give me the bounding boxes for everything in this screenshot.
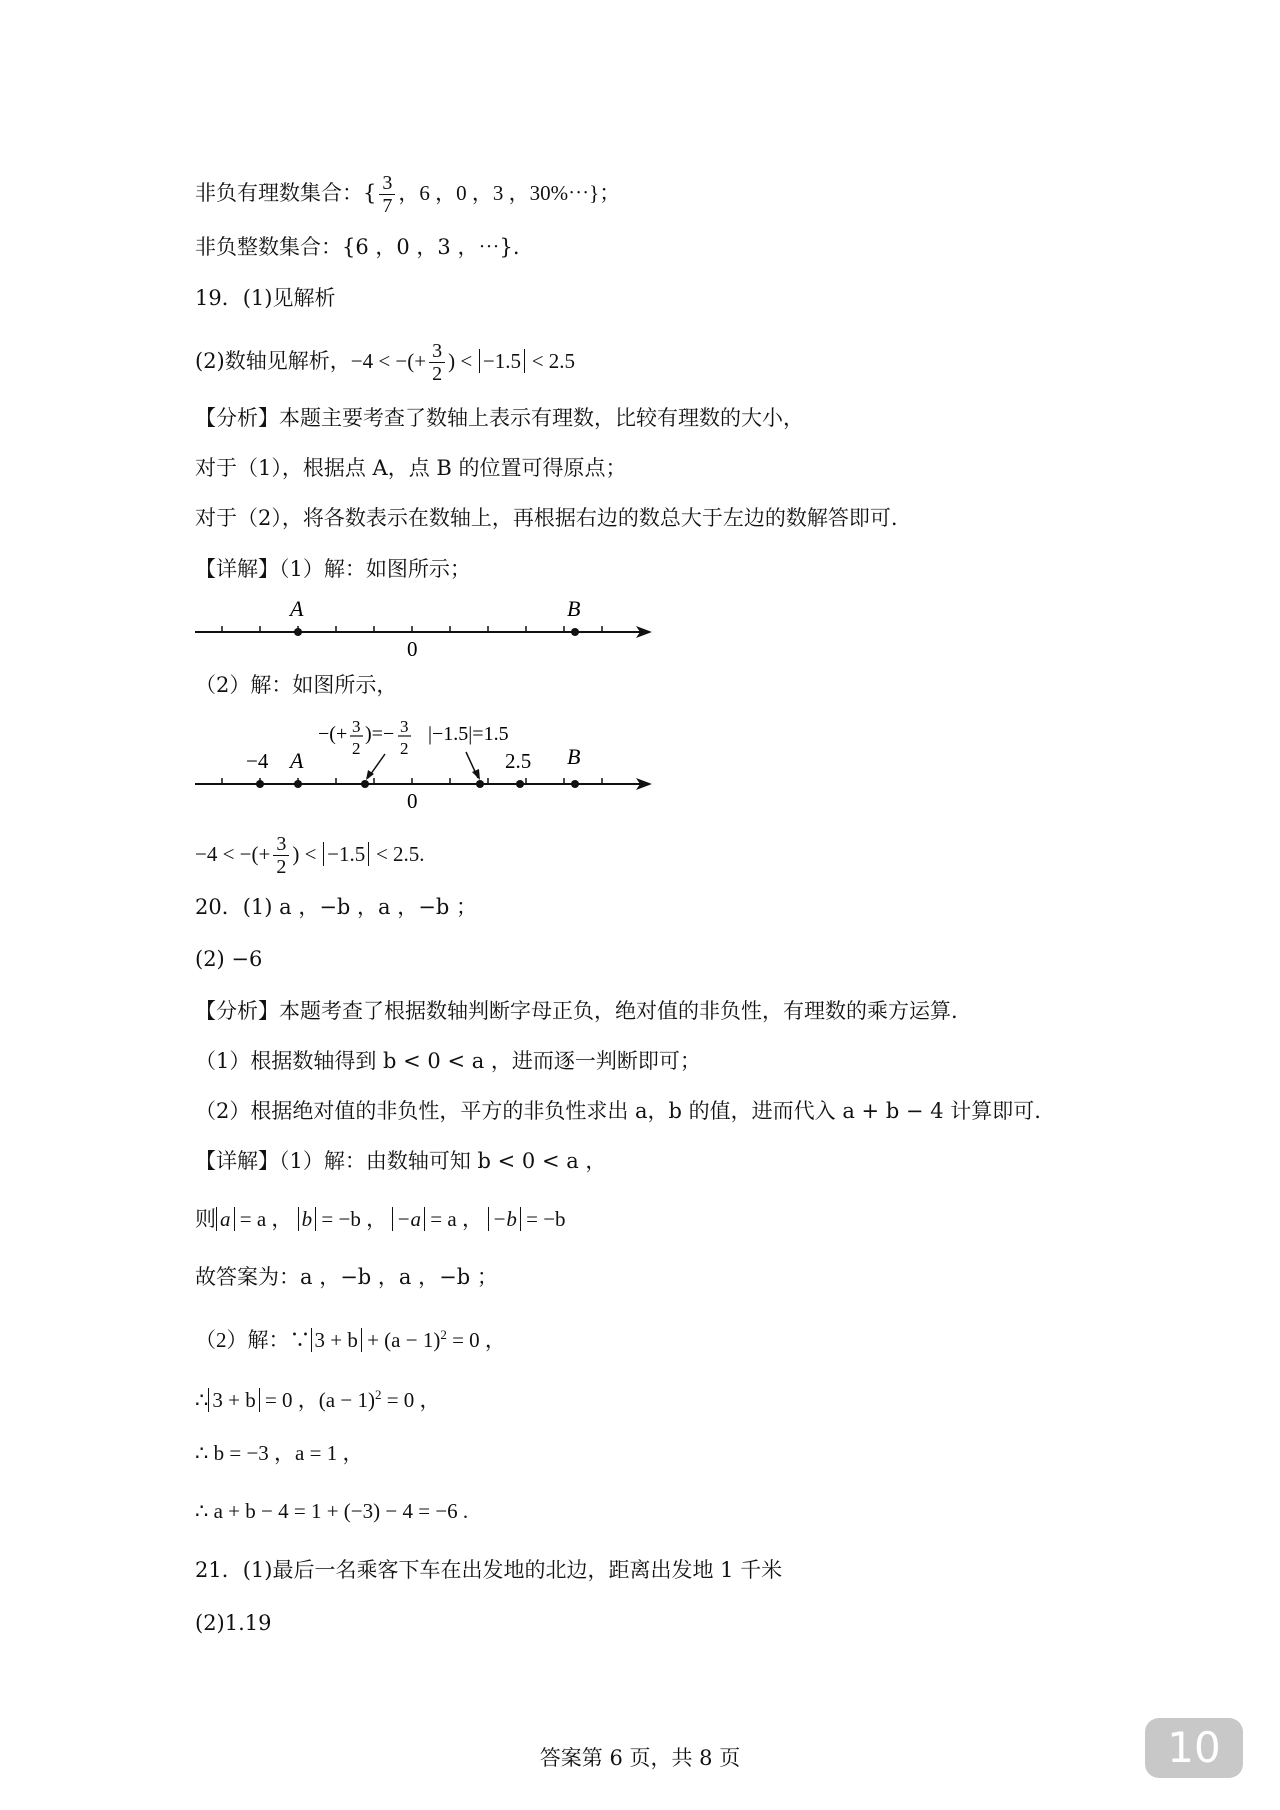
label-frac-left: −(+ <box>318 723 348 745</box>
text: 非负有理数集合：{ <box>195 181 377 205</box>
text-line: 20．(1) a ，−b ，a ，−b ； <box>195 895 477 919</box>
label-zero: 0 <box>407 789 418 812</box>
text-line: （2）解：如图所示， <box>195 673 398 697</box>
label-abs: |−1.5|=1.5 <box>428 723 509 745</box>
frac-num-2: 3 <box>400 717 409 736</box>
number-line-1 <box>190 590 670 660</box>
text-line: 对于（2），将各数表示在数轴上，再根据右边的数总大于左边的数解答即可. <box>195 506 898 530</box>
text-line: （2）根据绝对值的非负性，平方的非负性求出 a，b 的值，进而代入 a + b − 4 计算即可. <box>195 1099 1041 1123</box>
point-b <box>571 780 579 788</box>
fraction: $\frac{3}{2}$ <box>429 340 445 385</box>
text-line: 故答案为：a ，−b ，a ，−b ； <box>195 1265 498 1289</box>
text-line: (2) −6 <box>195 947 263 971</box>
fraction: $\frac{3}{7}$ <box>379 172 395 217</box>
text-line: ∴ b = −3 ，a = 1 ， <box>195 1441 364 1465</box>
label-a: A <box>290 596 304 621</box>
text-line: 则 a = a ， b = −b ， −a = a ， −b = −b <box>195 1207 566 1231</box>
number-line-2 <box>190 712 670 812</box>
text-line: ∴ 3 + b = 0 ，$(a - 1)^2 = 0$ ， <box>195 1387 441 1412</box>
text-line: 对于（1），根据点 A，点 B 的位置可得原点； <box>195 456 627 480</box>
page-number-badge[interactable]: 10 <box>1145 1718 1243 1778</box>
page-footer: 答案第 6 页，共 8 页 <box>539 1746 741 1770</box>
label-neg4: −4 <box>246 749 269 773</box>
label-2-5: 2.5 <box>505 749 532 773</box>
text-line: 非负整数集合：{6 ，0 ，3 ，⋯}. <box>195 235 520 259</box>
label-b: B <box>567 744 581 769</box>
text-line: (2)1.19 <box>195 1611 272 1635</box>
text-line: (2)数轴见解析，−4 < −(+ $\frac{3}{2}$ ) < −1.5 < 2.5 <box>195 340 576 385</box>
frac-num-1: 3 <box>352 717 361 736</box>
fraction: $\frac{3}{2}$ <box>273 833 289 878</box>
label-frac-mid: )=− <box>365 723 395 745</box>
point-abs-1-5 <box>476 780 484 788</box>
label-b: B <box>567 596 581 621</box>
label-a: A <box>290 748 304 773</box>
text-line: 【详解】（1）解：由数轴可知 b < 0 < a ， <box>195 1149 607 1173</box>
frac-den-1: 2 <box>352 739 361 758</box>
text-line: −4 < −(+ $\frac{3}{2}$ ) < −1.5 < 2.5. <box>195 833 425 878</box>
text: (2)数轴见解析， <box>195 349 351 373</box>
point-a <box>294 628 302 636</box>
text-line: ∴ a + b − 4 = 1 + (−3) − 4 = −6 . <box>195 1499 469 1523</box>
point-b <box>571 628 579 636</box>
text-line: 【分析】本题考查了根据数轴判断字母正负，绝对值的非负性，有理数的乘方运算. <box>195 999 958 1023</box>
label-zero: 0 <box>407 637 418 660</box>
text-line: 19．(1)见解析 <box>195 286 336 310</box>
text-line: （2）解：∵ $3 + b + (a - 1)^2 = 0$ ， <box>195 1327 506 1352</box>
text-line: 【分析】本题主要考查了数轴上表示有理数，比较有理数的大小， <box>195 406 804 430</box>
point-neg-three-halves <box>361 780 369 788</box>
text-line <box>195 172 620 217</box>
frac-den-2: 2 <box>400 739 409 758</box>
point-2-5 <box>516 780 524 788</box>
text: ，6 ，0 ，3 ，30%⋯}； <box>398 181 621 205</box>
text-line: （1）根据数轴得到 b < 0 < a ，进而逐一判断即可； <box>195 1049 701 1073</box>
point-a <box>294 780 302 788</box>
point-neg4 <box>256 780 264 788</box>
text-line: 【详解】（1）解：如图所示； <box>195 557 471 581</box>
text-line: 21．(1)最后一名乘客下车在出发地的北边，距离出发地 1 千米 <box>195 1558 783 1582</box>
